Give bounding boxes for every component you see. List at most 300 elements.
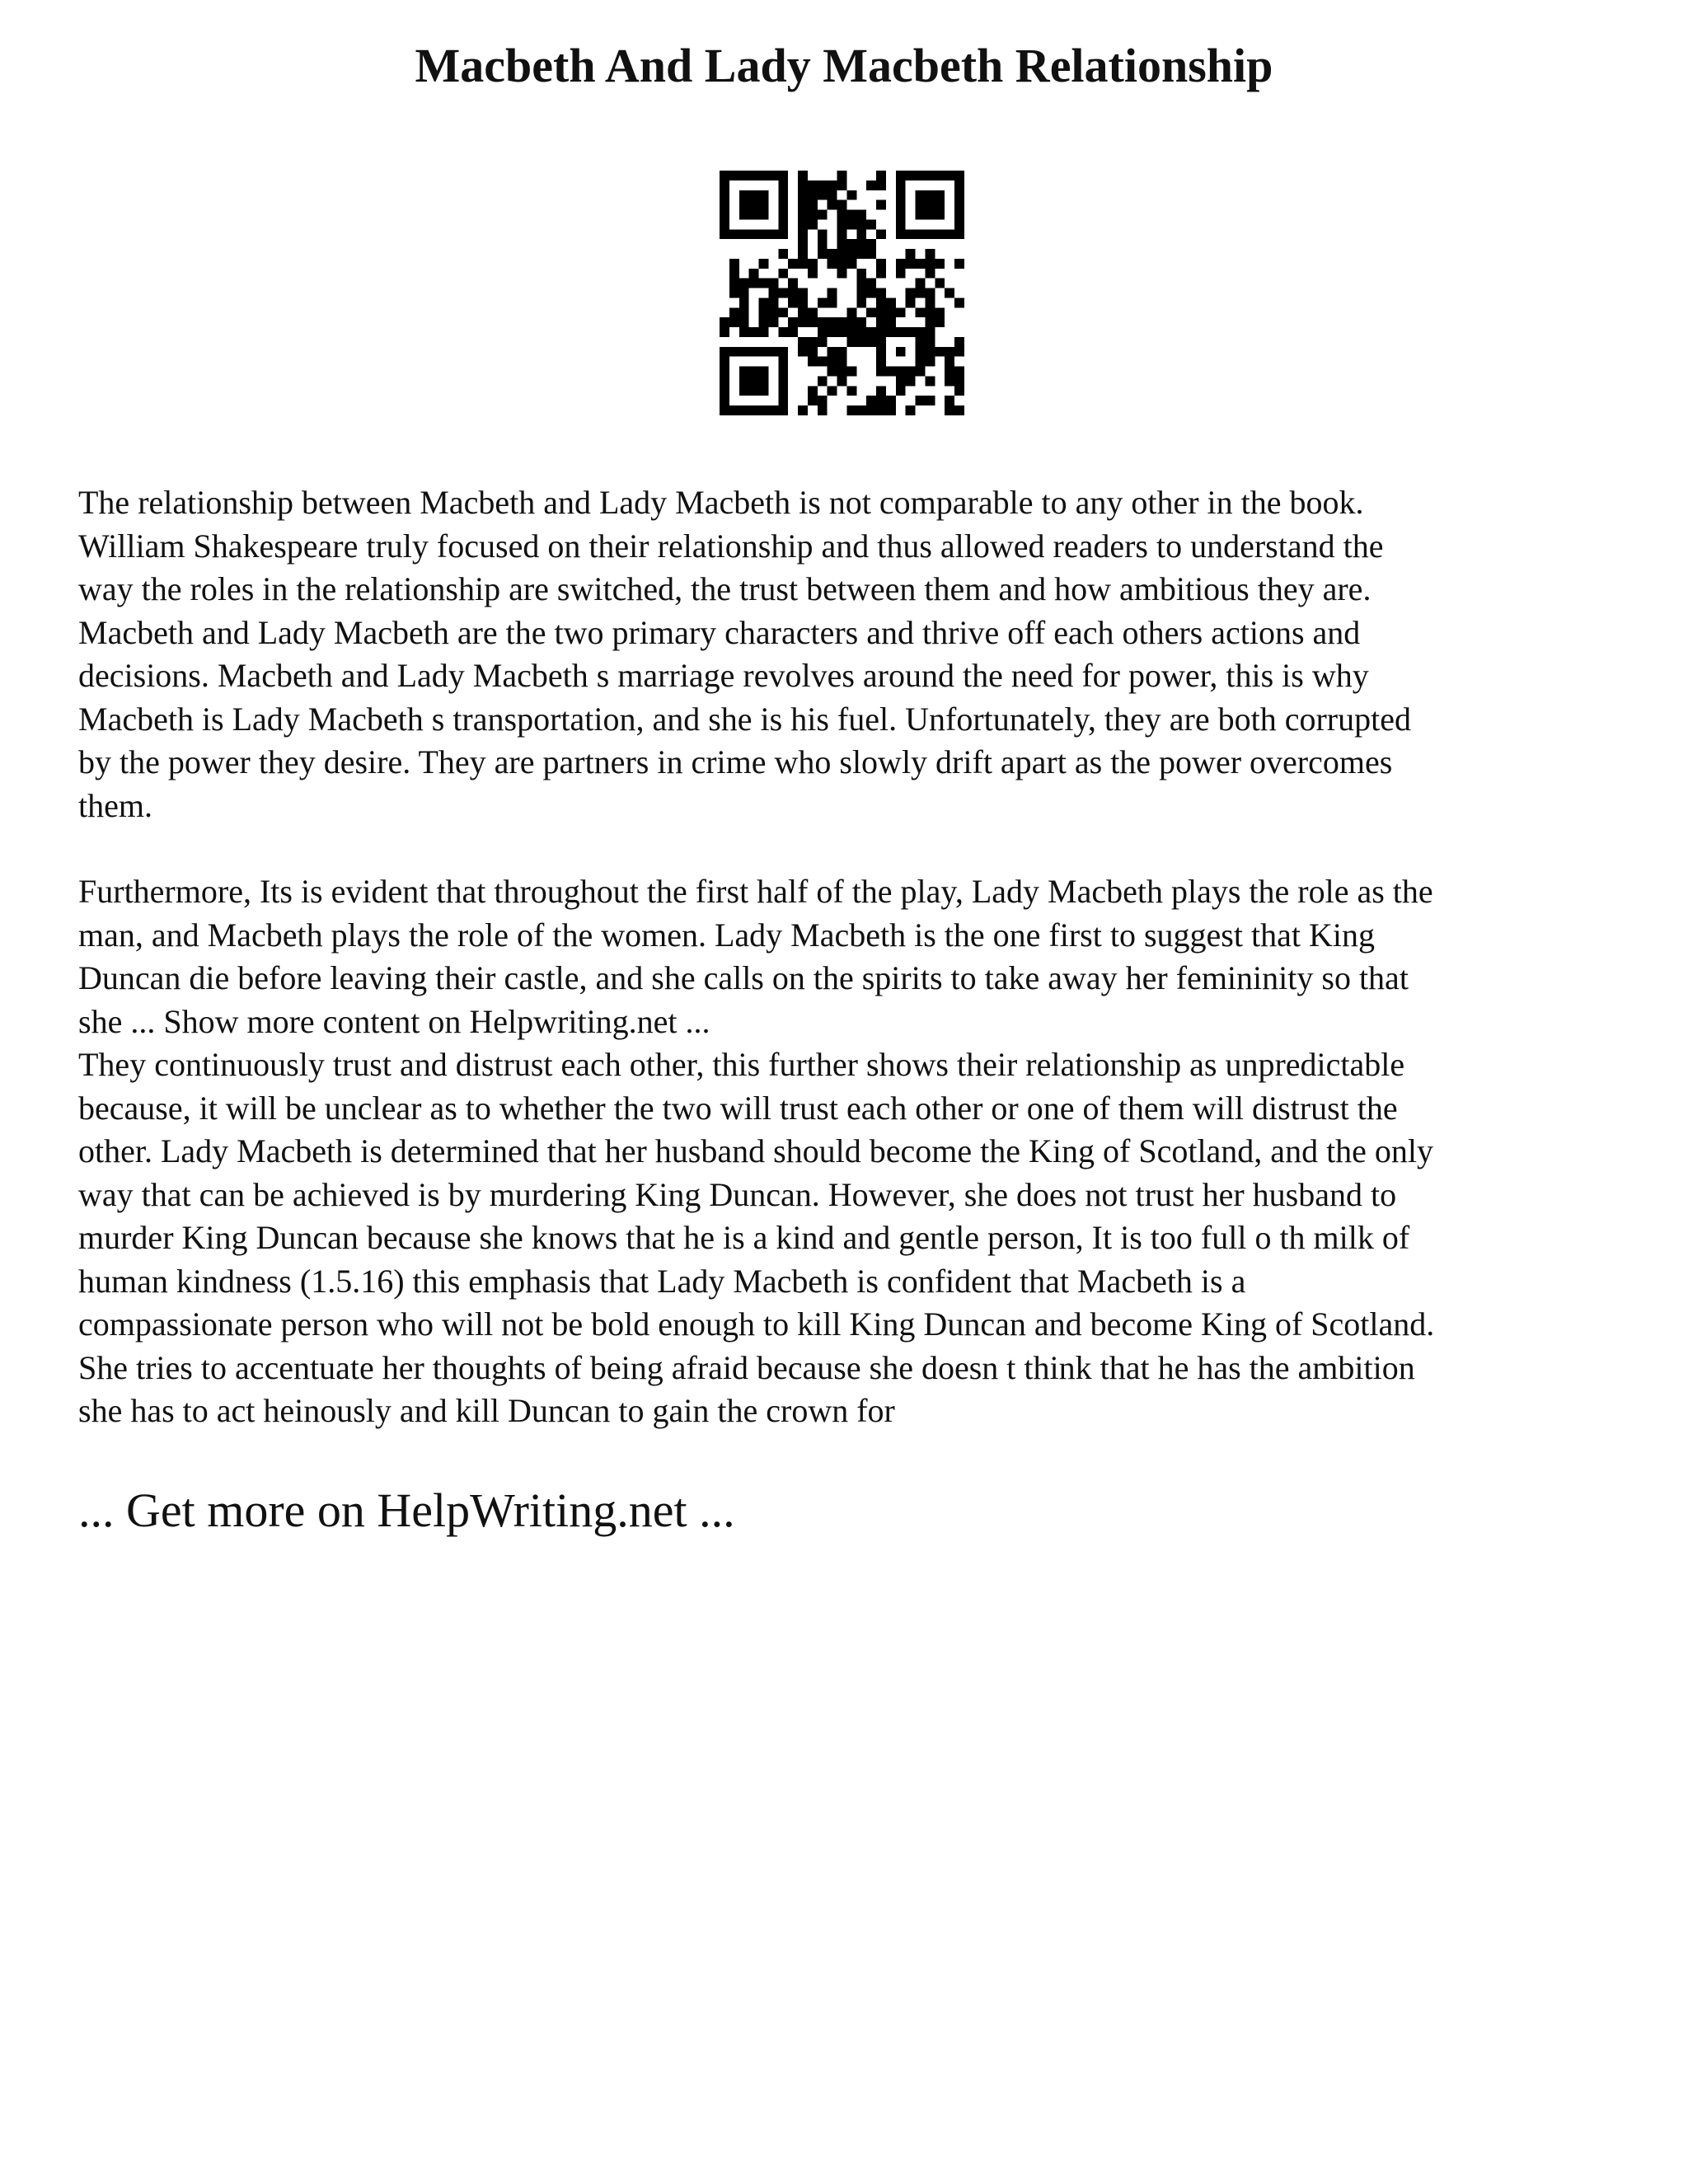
qr-module <box>856 249 866 259</box>
qr-module <box>818 396 828 405</box>
paragraph-3: They continuously trust and distrust each other, this further shows their relationship as unpredictable because, it will be unclear as to whether the two will trust each other or one of them will distrust the other. Lady Macbeth is determined that her husband should become the King of Scotland, and the only way that can be achieved is by murdering King Duncan. However, she does not trust her husband to murder King Duncan because she knows that he is a kind and gentle person, It is too full o th milk of human kindness (1.5.16) this emphasis that Lady Macbeth is confident that Macbeth is a compassionate person who will not be bold enough to kill King Duncan and become King of Scotland. She tries to accentuate her thoughts of being afraid because she doesn t think that he has the ambition she has to act heinously and kill Duncan to gain the crown for <box>78 1046 1435 1429</box>
qr-module <box>749 376 759 386</box>
qr-module <box>935 317 945 327</box>
qr-module <box>906 259 916 269</box>
qr-module <box>916 171 926 180</box>
qr-module <box>720 367 729 377</box>
qr-module <box>749 347 759 357</box>
qr-module <box>759 405 769 415</box>
qr-module <box>925 288 935 298</box>
qr-module <box>818 210 828 220</box>
qr-module <box>720 347 729 357</box>
qr-module <box>808 259 818 269</box>
qr-module <box>916 337 926 347</box>
qr-module <box>798 288 808 298</box>
qr-module <box>729 259 739 269</box>
qr-module <box>837 317 847 327</box>
qr-module <box>788 279 798 288</box>
qr-module <box>739 200 749 210</box>
qr-module <box>876 317 886 327</box>
qr-module <box>846 405 856 415</box>
qr-module <box>945 288 954 298</box>
qr-module <box>856 405 866 415</box>
qr-module <box>720 386 729 396</box>
qr-module <box>954 337 964 347</box>
qr-module <box>798 307 808 317</box>
qr-module <box>916 367 926 377</box>
qr-module <box>896 210 906 220</box>
qr-module <box>837 376 847 386</box>
qr-module <box>768 307 778 317</box>
qr-module <box>818 357 828 367</box>
qr-module <box>778 376 788 386</box>
qr-module <box>925 307 935 317</box>
qr-module <box>778 269 788 279</box>
qr-module <box>876 180 886 190</box>
qr-module <box>876 357 886 367</box>
qr-module <box>808 180 818 190</box>
qr-module <box>837 269 847 279</box>
qr-module <box>896 229 906 239</box>
qr-module <box>818 190 828 200</box>
qr-module <box>778 396 788 405</box>
qr-module <box>778 229 788 239</box>
qr-module <box>906 229 916 239</box>
qr-module <box>935 190 945 200</box>
qr-module <box>759 327 769 337</box>
qr-module <box>876 200 886 210</box>
qr-module <box>925 269 935 279</box>
qr-module <box>876 229 886 239</box>
qr-module <box>778 249 788 259</box>
qr-module <box>925 337 935 347</box>
qr-module <box>739 317 749 327</box>
qr-module <box>876 298 886 307</box>
qr-module <box>954 229 964 239</box>
document-body <box>78 481 1628 1433</box>
qr-module <box>916 307 926 317</box>
qr-module <box>876 307 886 317</box>
qr-module <box>720 317 729 327</box>
qr-module <box>808 200 818 210</box>
qr-module <box>778 288 788 298</box>
qr-module <box>925 298 935 307</box>
qr-module <box>906 288 916 298</box>
qr-module <box>925 376 935 386</box>
qr-module <box>788 327 798 337</box>
qr-module <box>866 219 876 229</box>
qr-module <box>828 298 837 307</box>
qr-module <box>729 269 739 279</box>
qr-module <box>759 229 769 239</box>
qr-module <box>759 317 769 327</box>
qr-module <box>768 405 778 415</box>
qr-module <box>876 171 886 180</box>
qr-module <box>886 327 896 337</box>
qr-module <box>954 386 964 396</box>
qr-module <box>739 327 749 337</box>
qr-module <box>906 405 916 415</box>
qr-module <box>828 259 837 269</box>
qr-module <box>954 200 964 210</box>
qr-module <box>818 317 828 327</box>
qr-module <box>818 229 828 239</box>
qr-module <box>768 298 778 307</box>
qr-module <box>720 376 729 386</box>
qr-module <box>837 367 847 377</box>
qr-module <box>759 259 769 269</box>
qr-module <box>886 405 896 415</box>
qr-module <box>720 190 729 200</box>
qr-module <box>945 229 954 239</box>
qr-module <box>896 307 906 317</box>
qr-module <box>788 298 798 307</box>
get-more-link[interactable]: ... Get more on HelpWriting.net ... <box>78 1483 735 1537</box>
qr-module <box>954 347 964 357</box>
qr-module <box>916 357 926 367</box>
document-title: Macbeth And Lady Macbeth Relationship <box>415 39 1273 92</box>
qr-module <box>759 171 769 180</box>
qr-module <box>925 229 935 239</box>
qr-module <box>846 327 856 337</box>
qr-module <box>729 405 739 415</box>
qr-module <box>828 327 837 337</box>
qr-module <box>954 219 964 229</box>
qr-module <box>916 396 926 405</box>
qr-module <box>729 279 739 288</box>
qr-module <box>935 229 945 239</box>
qr-module <box>739 298 749 307</box>
qr-module <box>837 249 847 259</box>
qr-module <box>828 180 837 190</box>
qr-module <box>818 249 828 259</box>
qr-module <box>896 386 906 396</box>
qr-module <box>788 317 798 327</box>
qr-module <box>759 279 769 288</box>
qr-module <box>925 317 935 327</box>
qr-module <box>925 249 935 259</box>
qr-module <box>759 190 769 200</box>
qr-module <box>749 279 759 288</box>
qr-module <box>778 307 788 317</box>
qr-module <box>720 219 729 229</box>
qr-module <box>906 171 916 180</box>
qr-module <box>916 327 926 337</box>
qr-module <box>954 210 964 220</box>
qr-module <box>828 347 837 357</box>
qr-module <box>778 327 788 337</box>
qr-module <box>739 405 749 415</box>
qr-module <box>935 210 945 220</box>
qr-module <box>935 259 945 269</box>
qr-module <box>954 259 964 269</box>
qr-module <box>798 317 808 327</box>
qr-module <box>798 171 808 180</box>
qr-module <box>837 171 847 180</box>
qr-module <box>798 337 808 347</box>
qr-module <box>906 249 916 259</box>
qr-module <box>729 307 739 317</box>
qr-module <box>856 327 866 337</box>
qr-module <box>896 200 906 210</box>
qr-module <box>876 367 886 377</box>
qr-module <box>739 229 749 239</box>
qr-module <box>837 200 847 210</box>
qr-module <box>876 396 886 405</box>
qr-module <box>720 171 729 180</box>
qr-module <box>729 317 739 327</box>
qr-module <box>808 317 818 327</box>
qr-module <box>945 376 954 386</box>
qr-module <box>896 190 906 200</box>
qr-module <box>945 171 954 180</box>
qr-module <box>720 180 729 190</box>
paragraph-1: The relationship between Macbeth and Lady Macbeth is not comparable to any other in the book. William Shakespeare truly focused on their relationship and thus allowed readers to understand the way the roles in the relationship are switched, the trust between them and how ambitious they are. Macbeth and Lady Macbeth are the two primary characters and thrive off each others actions and decisions. Macbeth and Lady Macbeth s marriage revolves around the need for power, this is why Macbeth is Lady Macbeth s transportation, and she is his fuel. Unfortunately, they are both corrupted by the power they desire. They are partners in crime who slowly drift apart as the power overcomes them. <box>78 484 1411 824</box>
qr-module <box>837 357 847 367</box>
qr-module <box>808 307 818 317</box>
qr-module <box>818 239 828 249</box>
qr-module <box>778 405 788 415</box>
qr-module <box>866 249 876 259</box>
qr-module <box>837 219 847 229</box>
qr-module <box>954 376 964 386</box>
qr-module <box>916 347 926 357</box>
qr-module <box>896 219 906 229</box>
qr-module <box>778 367 788 377</box>
qr-module <box>954 367 964 377</box>
qr-module <box>798 347 808 357</box>
qr-module <box>846 249 856 259</box>
qr-module <box>856 337 866 347</box>
qr-module <box>856 229 866 239</box>
qr-module <box>954 180 964 190</box>
qr-module <box>856 288 866 298</box>
qr-module <box>896 171 906 180</box>
qr-module <box>768 347 778 357</box>
qr-module <box>856 279 866 288</box>
qr-module <box>768 229 778 239</box>
qr-module <box>778 190 788 200</box>
qr-module <box>886 298 896 307</box>
qr-module <box>749 386 759 396</box>
qr-module <box>778 200 788 210</box>
qr-module <box>837 229 847 239</box>
qr-module <box>749 327 759 337</box>
qr-module <box>925 259 935 269</box>
qr-module <box>886 396 896 405</box>
qr-module <box>846 367 856 377</box>
qr-module <box>720 357 729 367</box>
qr-module <box>876 386 886 396</box>
qr-module <box>925 200 935 210</box>
qr-module <box>916 210 926 220</box>
qr-module <box>818 298 828 307</box>
qr-module <box>846 337 856 347</box>
qr-module <box>846 259 856 269</box>
qr-module <box>739 190 749 200</box>
qr-module <box>808 337 818 347</box>
qr-module <box>896 180 906 190</box>
qr-module <box>828 190 837 200</box>
qr-module <box>739 376 749 386</box>
qr-module <box>896 367 906 377</box>
qr-module <box>798 259 808 269</box>
qr-module <box>925 396 935 405</box>
qr-module <box>866 405 876 415</box>
qr-module <box>925 171 935 180</box>
qr-module <box>954 190 964 200</box>
qr-module <box>906 327 916 337</box>
qr-module <box>720 229 729 239</box>
qr-module <box>749 200 759 210</box>
qr-module <box>798 200 808 210</box>
qr-module <box>798 229 808 239</box>
qr-module <box>808 396 818 405</box>
paragraph-2: Furthermore, Its is evident that throughout the first half of the play, Lady Macbeth plays the role as the man, and Macbeth plays the role of the women. Lady Macbeth is the one first to suggest that King Duncan die before leaving their castle, and she calls on the spirits to take away her femininity so that she ... Show more content on Helpwriting.net ... <box>78 873 1433 1040</box>
qr-module <box>778 219 788 229</box>
qr-module <box>778 210 788 220</box>
qr-module <box>778 180 788 190</box>
qr-module <box>828 357 837 367</box>
qr-module <box>837 327 847 337</box>
qr-module <box>856 317 866 327</box>
qr-module <box>729 347 739 357</box>
qr-module <box>729 288 739 298</box>
qr-module <box>954 171 964 180</box>
qr-module <box>945 405 954 415</box>
qr-module <box>945 367 954 377</box>
qr-module <box>818 337 828 347</box>
qr-module <box>749 367 759 377</box>
qr-module <box>798 249 808 259</box>
qr-module <box>759 298 769 307</box>
qr-module <box>876 337 886 347</box>
qr-module <box>856 219 866 229</box>
qr-module <box>720 405 729 415</box>
qr-module <box>798 190 808 200</box>
qr-module <box>886 367 896 377</box>
qr-module <box>739 367 749 377</box>
qr-module <box>896 269 906 279</box>
qr-module <box>846 219 856 229</box>
qr-module <box>906 367 916 377</box>
qr-module <box>954 405 964 415</box>
qr-module <box>818 327 828 337</box>
qr-module <box>916 229 926 239</box>
qr-module <box>954 298 964 307</box>
qr-module <box>729 171 739 180</box>
qr-module <box>749 405 759 415</box>
qr-module <box>886 317 896 327</box>
qr-module <box>788 288 798 298</box>
qr-module <box>876 405 886 415</box>
qr-module <box>866 288 876 298</box>
qr-module <box>837 180 847 190</box>
qr-module <box>866 239 876 249</box>
qr-module <box>808 269 818 279</box>
qr-module <box>866 307 876 317</box>
qr-module <box>866 180 876 190</box>
qr-module <box>778 347 788 357</box>
qr-module <box>749 210 759 220</box>
qr-module <box>896 327 906 337</box>
qr-module <box>808 357 818 367</box>
qr-module <box>739 347 749 357</box>
qr-module <box>808 386 818 396</box>
qr-module <box>906 376 916 386</box>
qr-module <box>935 200 945 210</box>
qr-module <box>739 288 749 298</box>
qr-module <box>798 180 808 190</box>
qr-module <box>945 357 954 367</box>
qr-module <box>828 249 837 259</box>
qr-module <box>808 190 818 200</box>
qr-module <box>739 279 749 288</box>
qr-module <box>778 171 788 180</box>
qr-module <box>866 396 876 405</box>
qr-module <box>896 259 906 269</box>
qr-module <box>925 210 935 220</box>
qr-module <box>818 405 828 415</box>
qr-module <box>837 210 847 220</box>
qr-module <box>798 239 808 249</box>
qr-module <box>945 396 954 405</box>
qr-module <box>876 327 886 337</box>
qr-module <box>768 317 778 327</box>
qr-module <box>798 219 808 229</box>
qr-module <box>739 171 749 180</box>
qr-module <box>846 307 856 317</box>
qr-module <box>916 200 926 210</box>
qr-module <box>876 347 886 357</box>
qr-module <box>818 376 828 386</box>
qr-module <box>846 210 856 220</box>
qr-module <box>720 396 729 405</box>
qr-module <box>798 405 808 415</box>
qr-module <box>739 386 749 396</box>
qr-module <box>925 190 935 200</box>
qr-module <box>828 200 837 210</box>
qr-module <box>856 239 866 249</box>
qr-module <box>768 279 778 288</box>
qr-module <box>729 229 739 239</box>
qr-module <box>828 317 837 327</box>
qr-module <box>866 337 876 347</box>
qr-module <box>837 259 847 269</box>
qr-module <box>798 298 808 307</box>
qr-module <box>935 279 945 288</box>
qr-module <box>856 269 866 279</box>
qr-module <box>945 347 954 357</box>
qr-module <box>759 376 769 386</box>
qr-module <box>749 190 759 200</box>
qr-module <box>906 298 916 307</box>
qr-module <box>846 239 856 249</box>
qr-module <box>896 347 906 357</box>
qr-module <box>808 347 818 357</box>
qr-module <box>759 210 769 220</box>
qr-module <box>837 347 847 357</box>
qr-module <box>768 288 778 298</box>
qr-module <box>759 367 769 377</box>
qr-module <box>720 327 729 337</box>
qr-module <box>837 239 847 249</box>
qr-module <box>808 219 818 229</box>
qr-module <box>916 190 926 200</box>
qr-module <box>739 210 749 220</box>
qr-module <box>720 210 729 220</box>
qr-module <box>925 327 935 337</box>
